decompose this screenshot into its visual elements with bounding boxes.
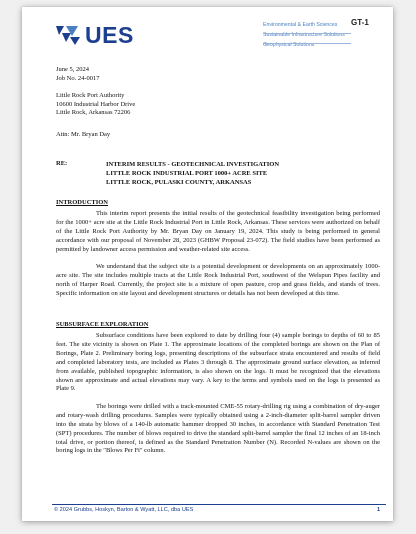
paragraph: Subsurface conditions have been explored to date by drilling four (4) sample borings to depths of 60 to 85 feet. The site vicinity is shown on Plate 1. The approximate locations of the completed borings are shown on the Plan of Borings, Plate 2. Preliminary boring logs, presenting descriptions of the subsurface strata encountered and results of field and completed laboratory tests, are included as Plates 3 through 8. The approximate ground surface elevation, as inferred from available, published topographic information, is also shown on the logs. It must be recognized that the elevations shown are approximate and actual elevations may vary. A key to the terms and symbols used on the logs is presented as Plate 9. xyxy=(56,332,380,393)
page-number: 1 xyxy=(377,507,381,513)
footer-divider xyxy=(52,504,386,505)
address-line: Little Rock, Arkansas 72206 xyxy=(56,109,131,117)
subject-line: INTERIM RESULTS - GEOTECHNICAL INVESTIGATION xyxy=(106,161,280,168)
recipient-address xyxy=(56,92,135,118)
subsurface-body xyxy=(56,332,380,456)
footer-copyright: © 2024 Grubbs, Hoskyn, Barton & Wyatt, LLC, dba UES xyxy=(54,507,194,513)
subject-lines xyxy=(106,160,279,187)
paragraph: The borings were drilled with a track-mounted CME-55 rotary-drilling rig using a combination of dry-auger and rotary-wash drilling procedures. Samples were typically obtained using a 2-inch-diameter split-barrel sampler driven into the strata by blows of a 140-lb automatic hammer dropped 30 inches, in accordance with Standard Penetration Test (SPT) procedures. The number of blows required to drive the standard split-barrel sampler the final 12 inches of an 18-inch total drive, or portion thereof, is defined as the Standard Penetration Number (N). Recorded N-values are shown on the boring logs in the "Blows Per Ft" column. xyxy=(56,402,380,455)
service-geophysical: Geophysical Solutions xyxy=(263,42,315,49)
job-number: Job No. 24-0017 xyxy=(56,74,100,82)
paragraph: We understand that the subject site is a potential development or developments on an approximately 1000-acre site. The site includes multiple tracts at the Little Rock Industrial Port, southwest of the Welspun Pipes facility and north of Harper Road. Currently, the project site is a mixture of open pasture, crop and grass fields, and stands of trees. Specific information on site layout and development structures or details has not been developed at this time. xyxy=(56,263,380,297)
subject-line: LITTLE ROCK, PULASKI COUNTY, ARKANSAS xyxy=(106,179,252,186)
ues-logo-icon xyxy=(54,23,82,47)
subject-line: LITTLE ROCK INDUSTRIAL PORT 1000+ ACRE SITE xyxy=(106,170,268,177)
paragraph: This interim report presents the initial results of the geotechnical feasibility investigation being performed for the 1000+ acre site at the Little Rock Industrial Port in Little Rock, Arkansas. These services were authorized on behalf of the Little Rock Port Authority by Mr. Bryan Day on January 19, 2024. This study is being performed in general accordance with our proposal of November 28, 2023 (GHBW Proposal 23-072). The field studies have been performed as permitted by landowner access permission and weather-related site access. xyxy=(56,210,380,253)
date-block xyxy=(56,66,100,83)
services-divider xyxy=(263,43,351,44)
document-page xyxy=(22,7,393,521)
re-label: RE: xyxy=(56,160,68,167)
services-divider xyxy=(263,33,351,34)
address-line: 10600 Industrial Harbor Drive xyxy=(56,100,136,108)
subsurface-heading: SUBSURFACE EXPLORATION xyxy=(56,321,149,328)
attention-line: Attn: Mr. Bryan Day xyxy=(56,131,111,138)
services-list xyxy=(263,20,345,51)
introduction-heading: INTRODUCTION xyxy=(56,199,109,206)
logo-text: UES xyxy=(85,22,134,48)
service-environmental: Environmental & Earth Sciences xyxy=(263,22,338,28)
ues-logo xyxy=(54,23,134,47)
introduction-body xyxy=(56,210,380,299)
address-line: Little Rock Port Authority xyxy=(56,92,125,99)
page-id: GT-1 xyxy=(351,18,369,27)
service-infrastructure: Sustainable Infrastructure Solutions xyxy=(263,32,345,39)
letter-date: June 5, 2024 xyxy=(56,66,90,73)
